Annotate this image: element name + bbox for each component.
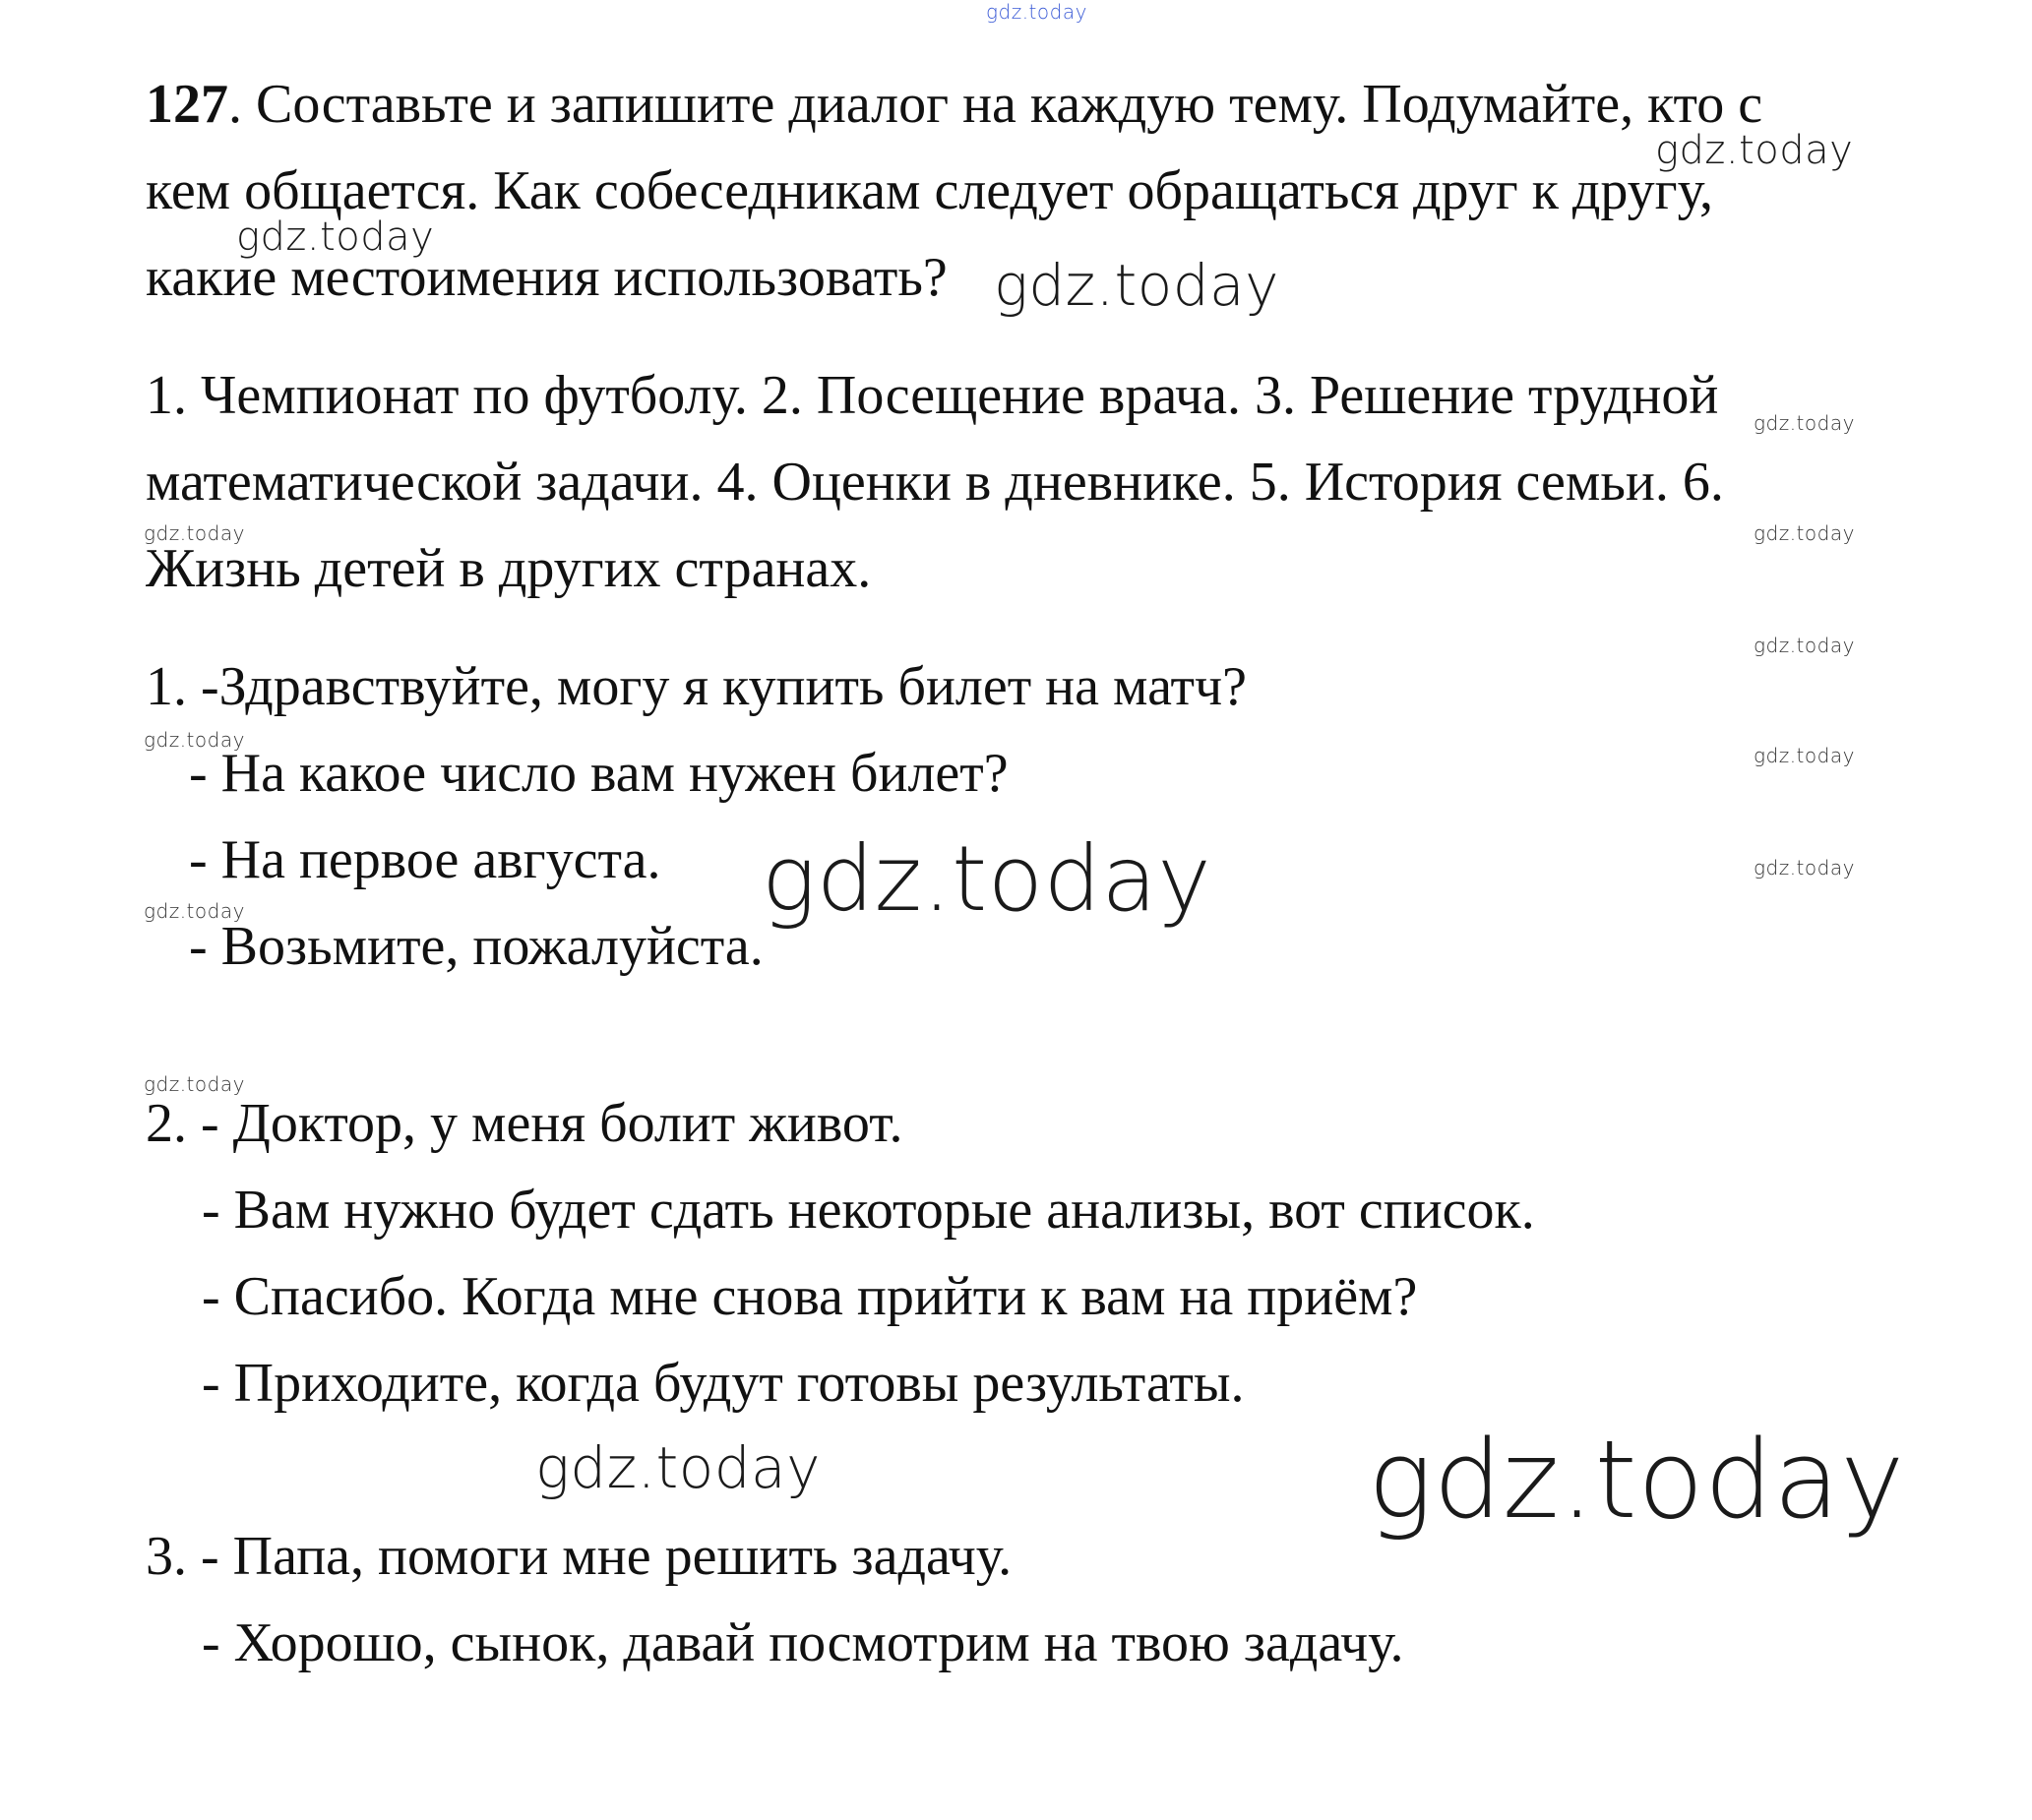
watermark: gdz.today	[144, 728, 245, 752]
watermark-top: gdz.today	[986, 0, 1087, 24]
dialog1-line-3: - На первое августа.	[189, 829, 661, 890]
dialog2-line-4: - Приходите, когда будут готовы результаты.	[202, 1353, 1245, 1414]
watermark: gdz.today	[1368, 1417, 1905, 1543]
dialog3-line-2: - Хорошо, сынок, давай посмотрим на твою задачу.	[202, 1612, 1404, 1673]
exercise-prompt-text-1: . Составьте и запишите диалог на каждую тему. Подумайте, кто с	[228, 74, 1763, 135]
watermark: gdz.today	[144, 1072, 245, 1096]
watermark: gdz.today	[1754, 411, 1855, 435]
dialog1-line-1: 1. -Здравствуйте, могу я купить билет на матч?	[146, 656, 1247, 717]
topic-line-3: Жизнь детей в других странах.	[146, 538, 872, 599]
exercise-prompt-line-2: кем общается. Как собеседникам следует обращаться друг к другу,	[146, 160, 1714, 221]
watermark: gdz.today	[535, 1434, 821, 1501]
watermark: gdz.today	[1754, 744, 1855, 767]
dialog1-line-2: - На какое число вам нужен билет?	[189, 743, 1009, 804]
watermark: gdz.today	[1754, 856, 1855, 880]
watermark: gdz.today	[144, 899, 245, 923]
exercise-number: 127	[146, 74, 228, 135]
dialog3-line-1: 3. - Папа, помоги мне решить задачу.	[146, 1526, 1013, 1587]
dialog2-line-1: 2. - Доктор, у меня болит живот.	[146, 1093, 903, 1154]
exercise-prompt-line-3: какие местоимения использовать?	[146, 247, 948, 308]
watermark: gdz.today	[1754, 521, 1855, 545]
watermark: gdz.today	[144, 521, 245, 545]
watermark: gdz.today	[994, 252, 1279, 319]
watermark: gdz.today	[236, 214, 435, 260]
watermark: gdz.today	[1754, 634, 1855, 657]
dialog2-line-3: - Спасибо. Когда мне снова прийти к вам на приём?	[202, 1266, 1418, 1327]
dialog1-line-4: - Возьмите, пожалуйста.	[189, 916, 764, 977]
exercise-prompt-line-1	[146, 73, 1762, 136]
watermark: gdz.today	[762, 826, 1212, 932]
topic-line-2: математической задачи. 4. Оценки в дневнике. 5. История семьи. 6.	[146, 452, 1724, 513]
dialog2-line-2: - Вам нужно будет сдать некоторые анализы, вот список.	[202, 1180, 1535, 1241]
watermark: gdz.today	[1655, 128, 1854, 173]
topic-line-1: 1. Чемпионат по футболу. 2. Посещение врача. 3. Решение трудной	[146, 365, 1719, 426]
